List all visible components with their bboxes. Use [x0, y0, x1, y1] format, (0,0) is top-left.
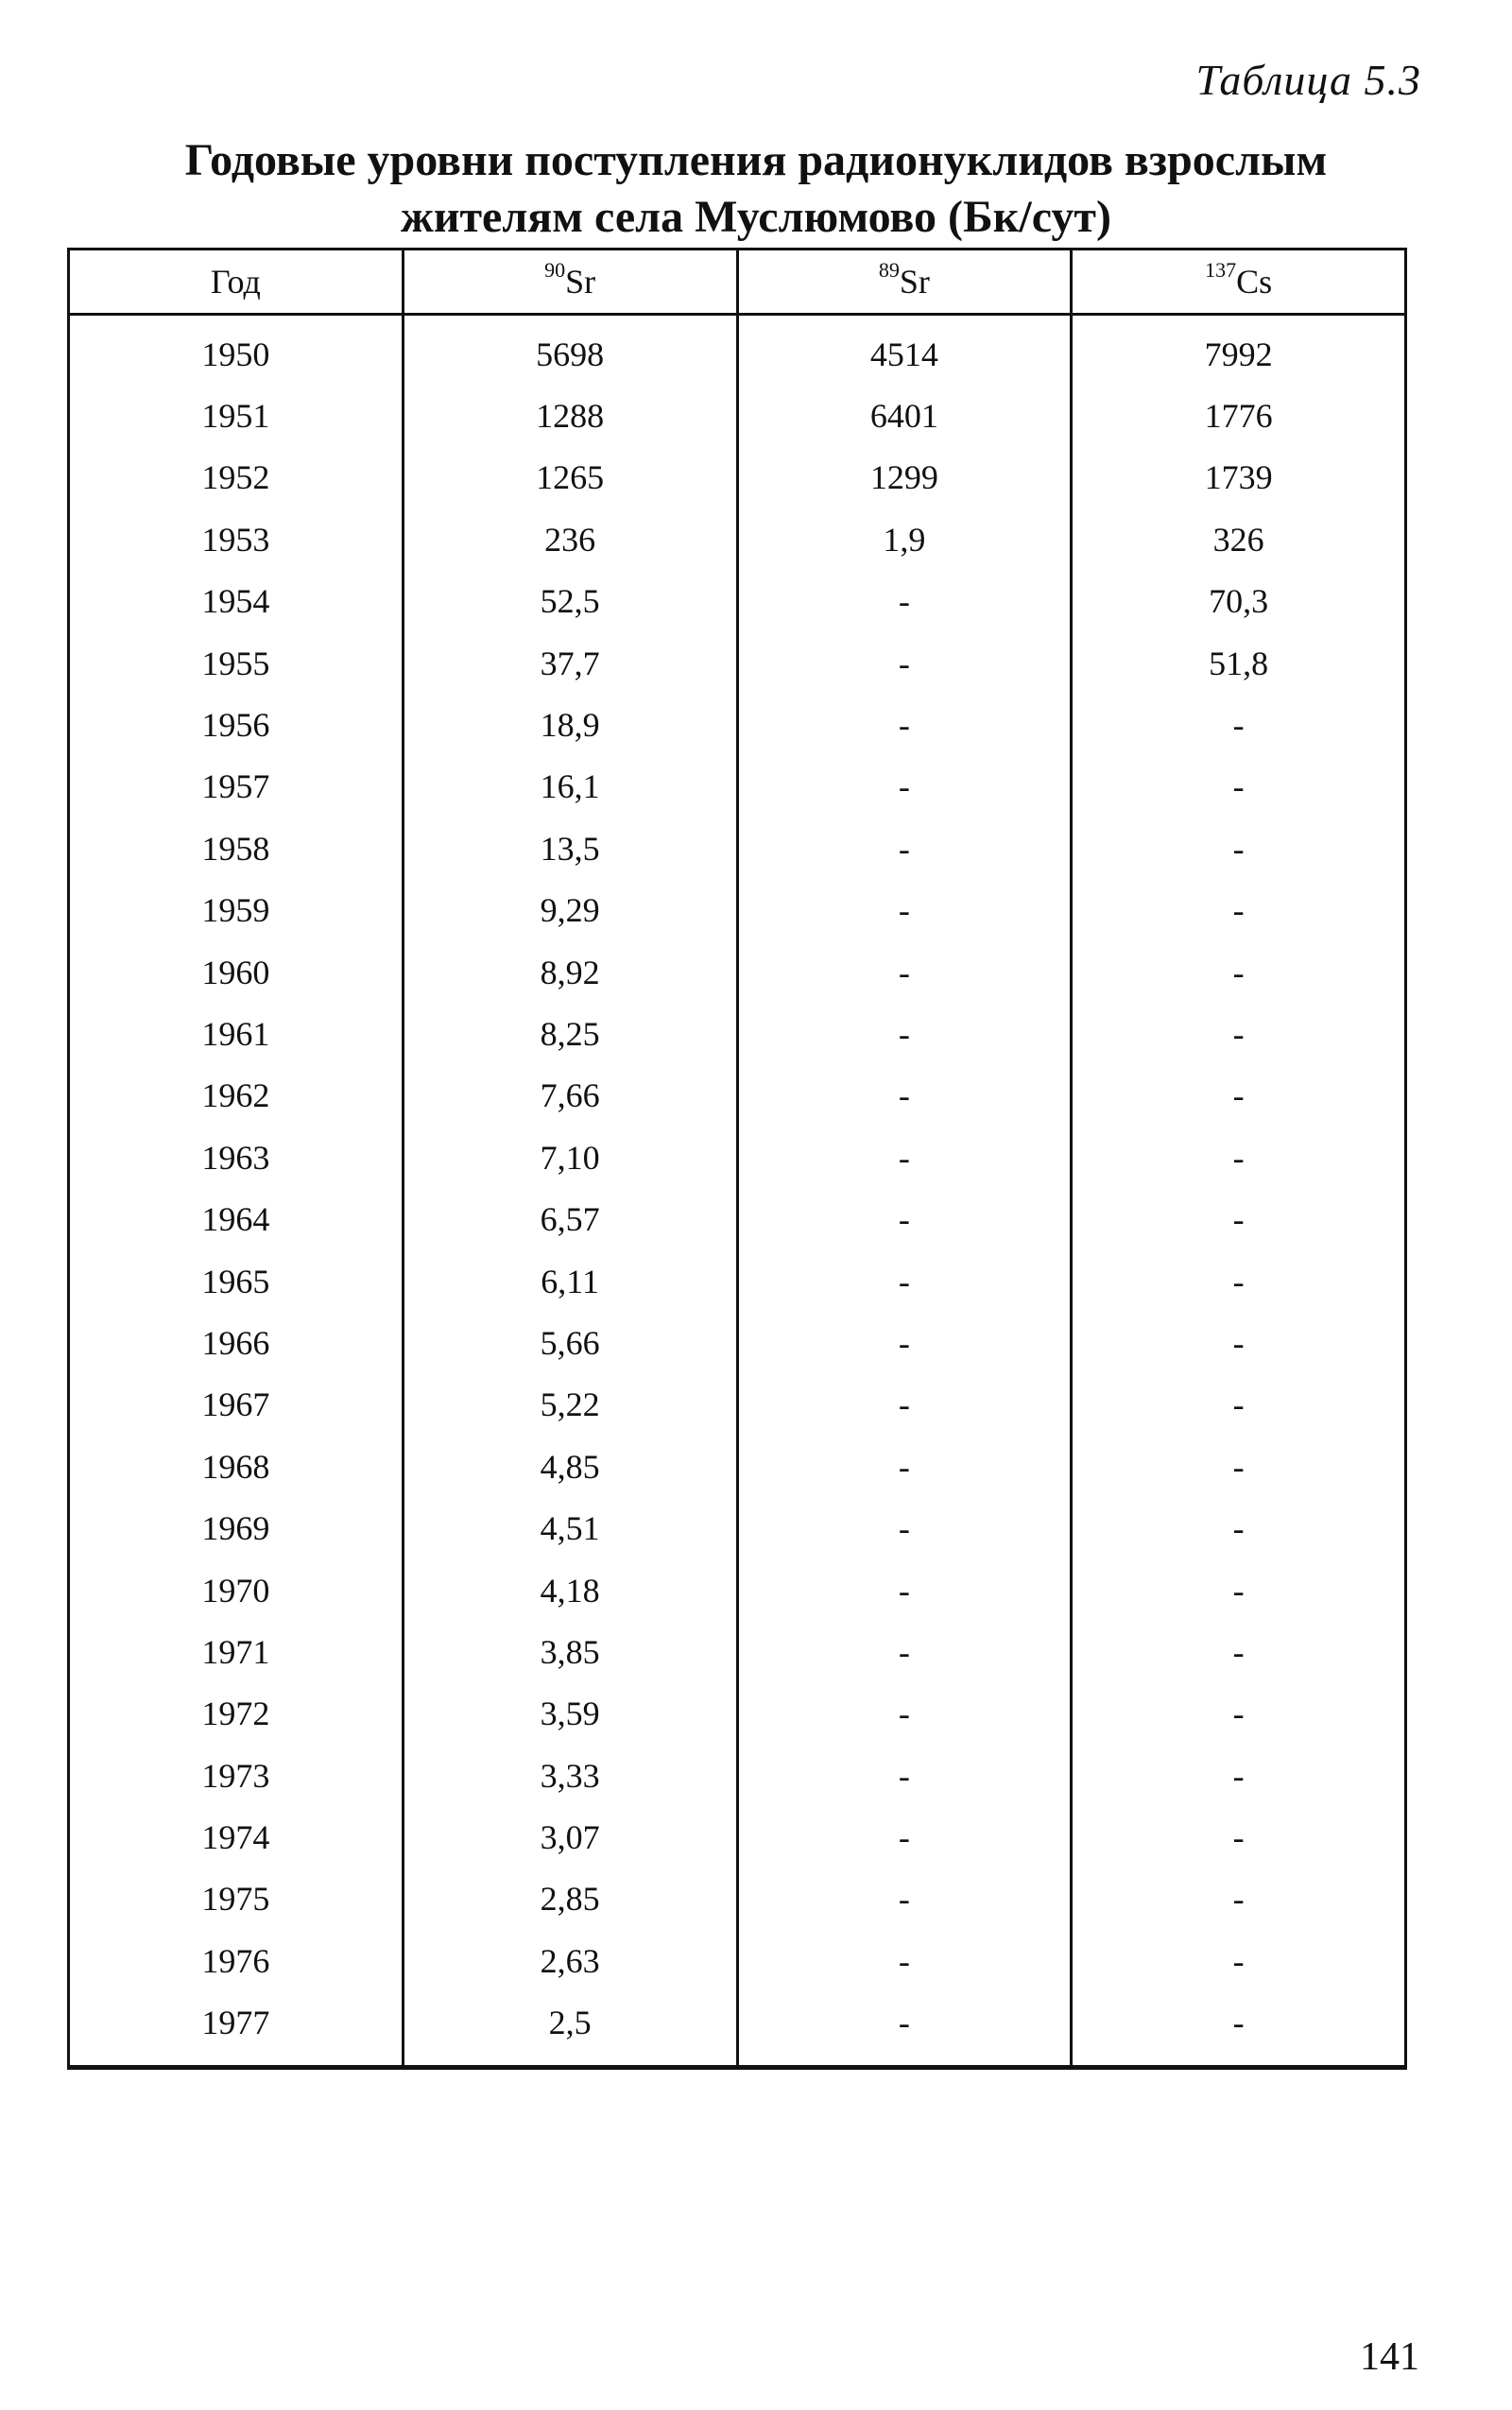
table-row — [69, 1250, 1406, 1312]
cell-cs137: - — [1072, 1497, 1406, 1558]
cell-cs137: - — [1072, 1250, 1406, 1312]
table-row — [69, 818, 1406, 879]
header-row — [69, 250, 1406, 315]
cell-year: 1958 — [69, 818, 404, 879]
cell-year: 1962 — [69, 1065, 404, 1127]
radionuclide-intake-table — [67, 248, 1407, 2070]
cell-sr89: - — [737, 1930, 1072, 1991]
table-row — [69, 1868, 1406, 1930]
cell-sr90: 8,25 — [403, 1003, 737, 1064]
cell-sr89: - — [737, 694, 1072, 755]
table-row — [69, 1003, 1406, 1064]
table-row — [69, 508, 1406, 570]
cell-sr89: - — [737, 1374, 1072, 1436]
cell-cs137: - — [1072, 1683, 1406, 1745]
table-row — [69, 1436, 1406, 1497]
cell-sr89: 4514 — [737, 315, 1072, 386]
cell-sr90: 6,57 — [403, 1188, 737, 1249]
table-row — [69, 1559, 1406, 1621]
cell-sr89: - — [737, 818, 1072, 879]
cell-sr89: - — [737, 880, 1072, 941]
table-row — [69, 1745, 1406, 1806]
cell-sr89: - — [737, 1992, 1072, 2068]
cell-sr89: - — [737, 1250, 1072, 1312]
cell-sr90: 3,07 — [403, 1806, 737, 1868]
cell-cs137: - — [1072, 1312, 1406, 1373]
cell-sr89: 1,9 — [737, 508, 1072, 570]
cell-sr90: 2,85 — [403, 1868, 737, 1930]
table-row — [69, 385, 1406, 446]
cell-cs137: - — [1072, 1868, 1406, 1930]
cell-sr90: 236 — [403, 508, 737, 570]
cell-year: 1950 — [69, 315, 404, 386]
cell-cs137: 51,8 — [1072, 632, 1406, 694]
element-symbol: Sr — [899, 263, 930, 301]
cell-year: 1956 — [69, 694, 404, 755]
cell-cs137: - — [1072, 1003, 1406, 1064]
cell-sr90: 3,59 — [403, 1683, 737, 1745]
cell-sr90: 1265 — [403, 447, 737, 508]
cell-sr89: - — [737, 632, 1072, 694]
cell-year: 1969 — [69, 1497, 404, 1558]
cell-cs137: - — [1072, 1559, 1406, 1621]
cell-sr90: 1288 — [403, 385, 737, 446]
cell-sr90: 4,51 — [403, 1497, 737, 1558]
table-row — [69, 571, 1406, 632]
cell-year: 1959 — [69, 880, 404, 941]
cell-year: 1952 — [69, 447, 404, 508]
column-header-year — [69, 250, 404, 315]
cell-cs137: 70,3 — [1072, 571, 1406, 632]
cell-year: 1973 — [69, 1745, 404, 1806]
cell-year: 1955 — [69, 632, 404, 694]
table-row — [69, 1806, 1406, 1868]
cell-sr89: - — [737, 1436, 1072, 1497]
cell-sr90: 3,85 — [403, 1621, 737, 1682]
table-body — [69, 315, 1406, 2068]
cell-sr90: 4,18 — [403, 1559, 737, 1621]
cell-cs137: 1739 — [1072, 447, 1406, 508]
cell-cs137: 7992 — [1072, 315, 1406, 386]
cell-sr90: 16,1 — [403, 756, 737, 818]
column-header-year-label: Год — [210, 263, 261, 301]
cell-sr90: 4,85 — [403, 1436, 737, 1497]
cell-cs137: - — [1072, 1436, 1406, 1497]
cell-cs137: - — [1072, 1992, 1406, 2068]
cell-sr89: - — [737, 1312, 1072, 1373]
table-row — [69, 1992, 1406, 2068]
column-header-sr89 — [737, 250, 1072, 315]
cell-year: 1963 — [69, 1127, 404, 1188]
cell-sr89: - — [737, 1683, 1072, 1745]
cell-sr90: 2,5 — [403, 1992, 737, 2068]
cell-sr89: - — [737, 941, 1072, 1003]
table-row — [69, 1127, 1406, 1188]
cell-sr89: 6401 — [737, 385, 1072, 446]
cell-cs137: - — [1072, 1745, 1406, 1806]
cell-sr89: - — [737, 1188, 1072, 1249]
table-row — [69, 447, 1406, 508]
cell-sr90: 2,63 — [403, 1930, 737, 1991]
table-row — [69, 1188, 1406, 1249]
cell-sr90: 9,29 — [403, 880, 737, 941]
cell-sr89: - — [737, 1559, 1072, 1621]
page-number: 141 — [1360, 2335, 1419, 2379]
cell-year: 1967 — [69, 1374, 404, 1436]
cell-sr89: - — [737, 1003, 1072, 1064]
table-header — [69, 250, 1406, 315]
cell-sr90: 6,11 — [403, 1250, 737, 1312]
cell-cs137: - — [1072, 880, 1406, 941]
table-row — [69, 1374, 1406, 1436]
cell-year: 1954 — [69, 571, 404, 632]
cell-year: 1951 — [69, 385, 404, 446]
table-row — [69, 1497, 1406, 1558]
cell-year: 1961 — [69, 1003, 404, 1064]
table-row — [69, 756, 1406, 818]
cell-sr90: 52,5 — [403, 571, 737, 632]
table-label: Таблица 5.3 — [1195, 56, 1421, 104]
cell-year: 1968 — [69, 1436, 404, 1497]
table-row — [69, 1930, 1406, 1991]
cell-year: 1966 — [69, 1312, 404, 1373]
cell-sr90: 5698 — [403, 315, 737, 386]
cell-year: 1977 — [69, 1992, 404, 2068]
cell-sr90: 5,22 — [403, 1374, 737, 1436]
table-title — [0, 132, 1512, 246]
isotope-mass-number: 90 — [544, 258, 566, 282]
cell-year: 1960 — [69, 941, 404, 1003]
column-header-sr90 — [403, 250, 737, 315]
table-title-line-2: жителям села Муслюмово (Бк/сут) — [401, 192, 1111, 242]
cell-year: 1976 — [69, 1930, 404, 1991]
cell-sr89: - — [737, 1745, 1072, 1806]
cell-year: 1965 — [69, 1250, 404, 1312]
cell-year: 1970 — [69, 1559, 404, 1621]
cell-sr89: - — [737, 1621, 1072, 1682]
cell-cs137: - — [1072, 1806, 1406, 1868]
cell-year: 1971 — [69, 1621, 404, 1682]
cell-cs137: - — [1072, 1127, 1406, 1188]
cell-cs137: - — [1072, 1930, 1406, 1991]
cell-cs137: - — [1072, 756, 1406, 818]
table-row — [69, 694, 1406, 755]
isotope-mass-number: 89 — [878, 258, 900, 282]
cell-sr89: - — [737, 571, 1072, 632]
cell-sr90: 7,66 — [403, 1065, 737, 1127]
table-row — [69, 880, 1406, 941]
element-symbol: Sr — [565, 263, 596, 301]
table-row — [69, 1065, 1406, 1127]
cell-sr89: - — [737, 1127, 1072, 1188]
cell-cs137: - — [1072, 1621, 1406, 1682]
cell-cs137: 1776 — [1072, 385, 1406, 446]
cell-sr90: 13,5 — [403, 818, 737, 879]
cell-sr90: 5,66 — [403, 1312, 737, 1373]
cell-cs137: - — [1072, 1374, 1406, 1436]
table-title-line-1: Годовые уровни поступления радионуклидов взрослым — [184, 135, 1328, 185]
isotope-mass-number: 137 — [1205, 258, 1237, 282]
table-row — [69, 632, 1406, 694]
cell-year: 1953 — [69, 508, 404, 570]
cell-year: 1964 — [69, 1188, 404, 1249]
cell-year: 1974 — [69, 1806, 404, 1868]
cell-sr90: 18,9 — [403, 694, 737, 755]
table-row — [69, 941, 1406, 1003]
cell-year: 1957 — [69, 756, 404, 818]
table-row — [69, 1621, 1406, 1682]
cell-cs137: - — [1072, 694, 1406, 755]
cell-sr89: - — [737, 1868, 1072, 1930]
element-symbol: Cs — [1236, 263, 1273, 301]
cell-sr90: 8,92 — [403, 941, 737, 1003]
cell-cs137: - — [1072, 941, 1406, 1003]
table-row — [69, 315, 1406, 386]
cell-year: 1972 — [69, 1683, 404, 1745]
cell-cs137: - — [1072, 818, 1406, 879]
cell-sr89: - — [737, 756, 1072, 818]
column-header-cs137 — [1072, 250, 1406, 315]
cell-sr89: - — [737, 1065, 1072, 1127]
cell-sr89: - — [737, 1497, 1072, 1558]
cell-sr89: - — [737, 1806, 1072, 1868]
cell-year: 1975 — [69, 1868, 404, 1930]
cell-cs137: 326 — [1072, 508, 1406, 570]
cell-sr90: 3,33 — [403, 1745, 737, 1806]
cell-sr89: 1299 — [737, 447, 1072, 508]
cell-cs137: - — [1072, 1065, 1406, 1127]
cell-sr90: 7,10 — [403, 1127, 737, 1188]
cell-sr90: 37,7 — [403, 632, 737, 694]
table-row — [69, 1683, 1406, 1745]
cell-cs137: - — [1072, 1188, 1406, 1249]
table-row — [69, 1312, 1406, 1373]
